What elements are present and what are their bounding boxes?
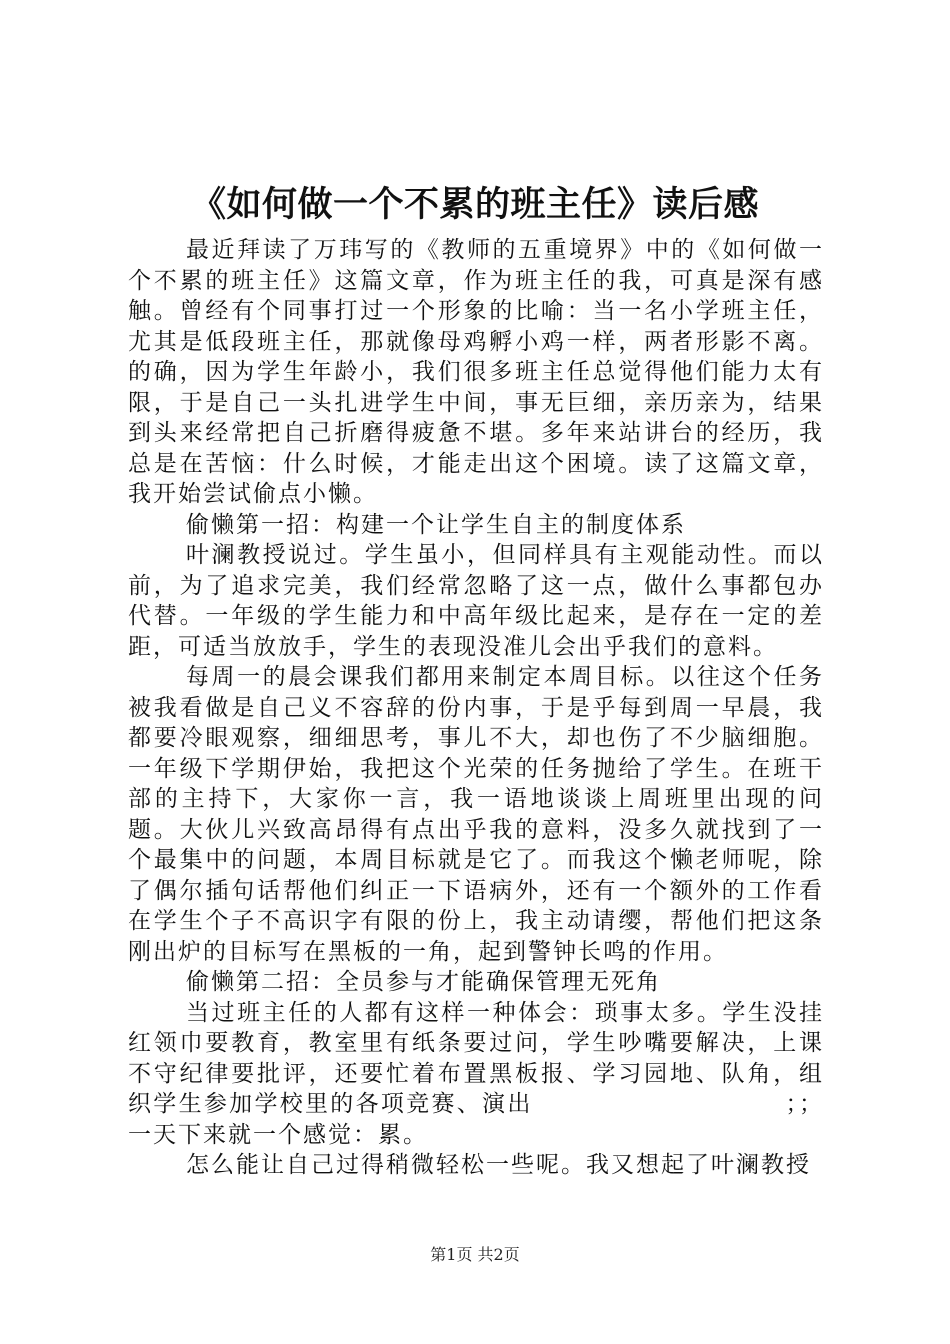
- paragraph-3: 每周一的晨会课我们都用来制定本周目标。以往这个任务被我看做是自己义不容辞的份内事，于是乎每到周一早晨，我都要冷眼观察，细细思考，事儿不大，却也伤了不少脑细胞。一年级下学期伊始，我把这个光荣的任务抛给了学生。在班干部的主持下，大家你一言，我一语地谈谈上周班里出现的问题。大伙儿兴致高昂得有点出乎我的意料，没多久就找到了一个最集中的问题，本周目标就是它了。而我这个懒老师呢，除了偶尔插句话帮他们纠正一下语病外，还有一个额外的工作看在学生个子不高识字有限的份上，我主动请缨，帮他们把这条刚出炉的目标写在黑板的一角，起到警钟长鸣的作用。: [128, 664, 824, 965]
- document-body: [128, 235, 824, 1181]
- page-number-footer: 第1页 共2页: [430, 1245, 520, 1264]
- document-title: 《如何做一个不累的班主任》读后感: [190, 184, 759, 225]
- section-heading-1: 偷懒第一招：构建一个让学生自主的制度体系: [186, 511, 686, 538]
- paragraph-6: 怎么能让自己过得稍微轻松一些呢。我又想起了叶澜教授: [186, 1152, 811, 1178]
- paragraph-intro: 最近拜读了万玮写的《教师的五重境界》中的《如何做一个不累的班主任》这篇文章，作为班主任的我，可真是深有感触。曾经有个同事打过一个形象的比喻：当一名小学班主任，尤其是低段班主任，那就像母鸡孵小鸡一样，两者形影不离。的确，因为学生年龄小，我们很多班主任总觉得他们能力太有限，于是自己一头扎进学生中间，事无巨细，亲历亲为，结果到头来经常把自己折磨得疲惫不堪。多年来站讲台的经历，我总是在苦恼：什么时候，才能走出这个困境。读了这篇文章，我开始尝试偷点小懒。: [128, 237, 824, 507]
- section-heading-2: 偷懒第二招：全员参与才能确保管理无死角: [186, 969, 661, 995]
- paragraph-5: 当过班主任的人都有这样一种体会：琐事太多。学生没挂红领巾要教育，教室里有纸条要过问，学生吵嘴要解决，上课不守纪律要批评，还要忙着布置黑板报、学习园地、队角，组织学生参加学校里的各项竞赛、演出 ；；一天下来就一个感觉：累。: [128, 999, 824, 1148]
- paragraph-2: 叶澜教授说过。学生虽小，但同样具有主观能动性。而以前，为了追求完美，我们经常忽略了这一点，做什么事都包办代替。一年级的学生能力和中高年级比起来，是存在一定的差距，可适当放放手，学生的表现没准儿会出乎我们的意料。: [128, 542, 824, 660]
